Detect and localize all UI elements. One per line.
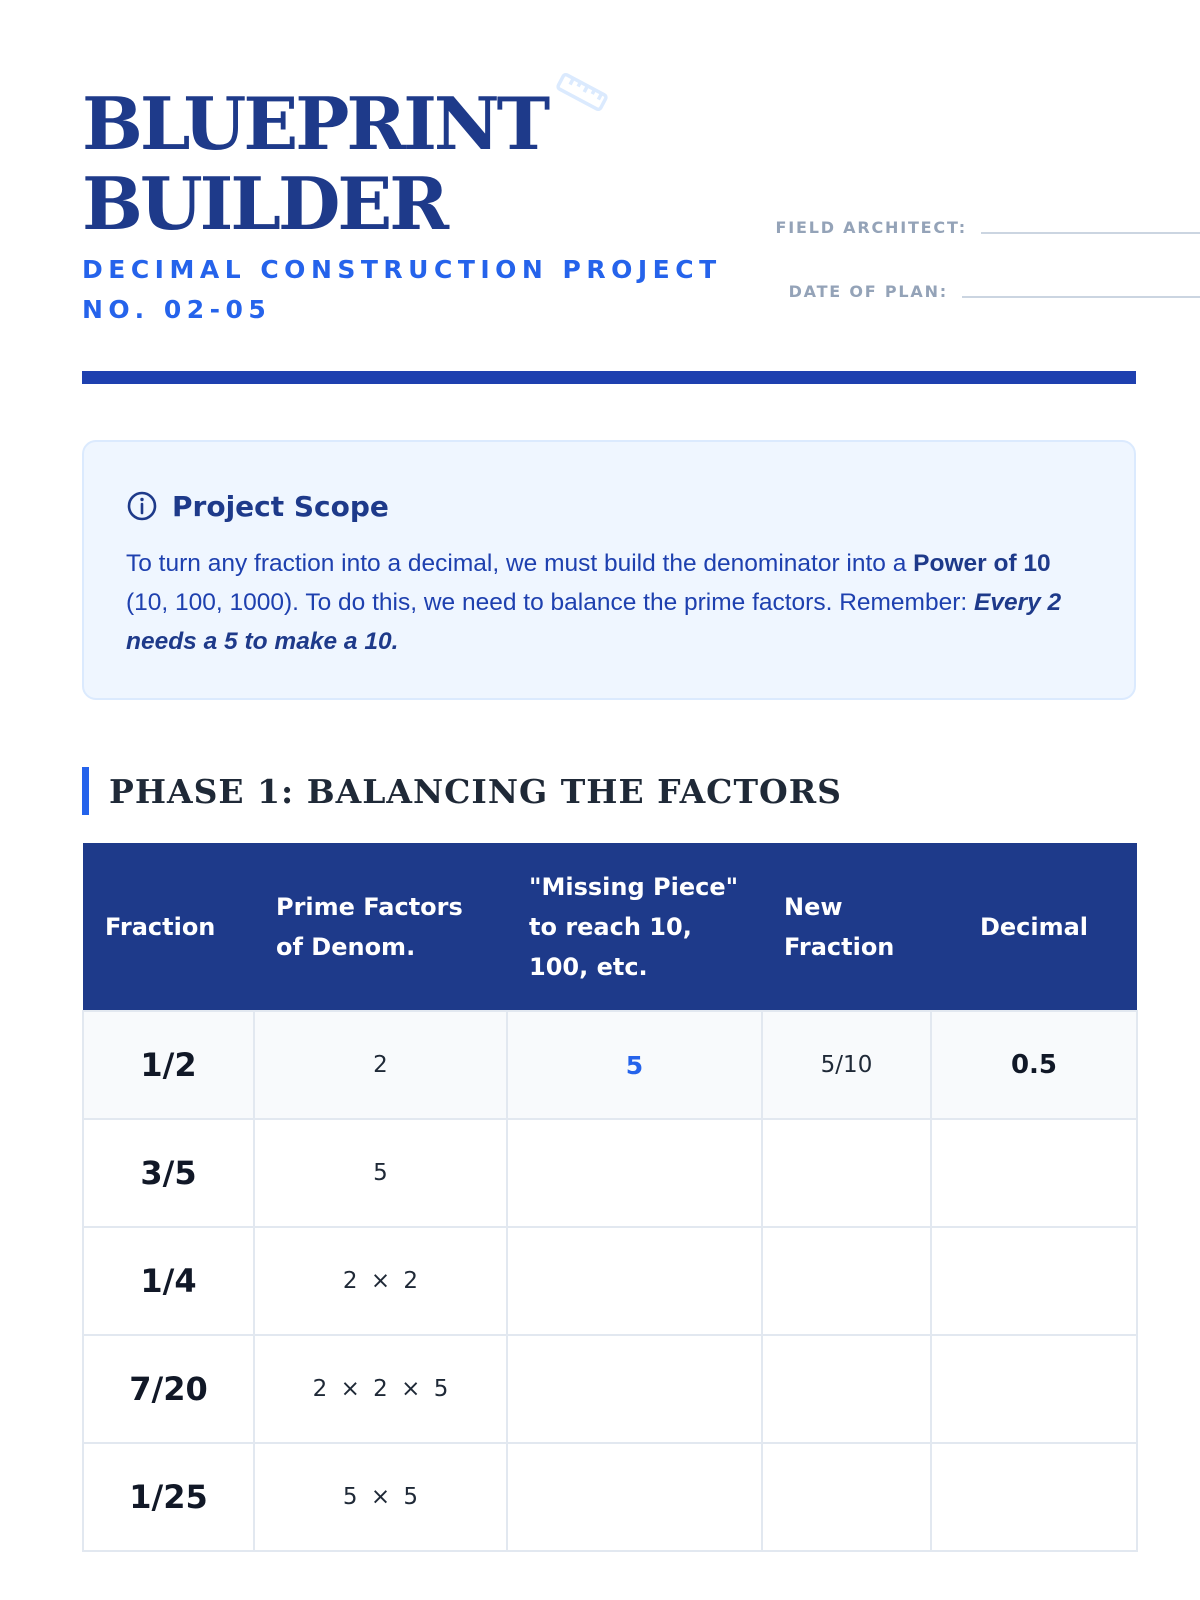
title-line-1: BLUEPRINT (82, 81, 548, 166)
factors-table (82, 843, 1138, 1552)
column-header-fraction: Fraction (83, 843, 254, 1011)
factors-table-wrapper (82, 843, 1136, 1552)
scope-text-part-1: To turn any fraction into a decimal, we must build the denominator into a (126, 550, 914, 577)
scope-text-bold: Power of 10 (913, 550, 1051, 577)
missing-piece-cell[interactable]: 5 (507, 1011, 762, 1119)
fraction-cell: 1/4 (83, 1227, 254, 1335)
new-fraction-cell[interactable] (762, 1335, 931, 1443)
new-fraction-cell[interactable]: 5/10 (762, 1011, 931, 1119)
missing-piece-cell[interactable] (507, 1335, 762, 1443)
decimal-cell[interactable] (931, 1119, 1137, 1227)
info-icon (126, 490, 158, 522)
decimal-cell[interactable]: 0.5 (931, 1011, 1137, 1119)
table-row (83, 1011, 1137, 1119)
architect-field (762, 215, 1200, 240)
scope-callout (82, 440, 1136, 700)
column-header-decimal: Decimal (931, 843, 1137, 1011)
table-row (83, 1119, 1137, 1227)
architect-blank-line[interactable] (981, 232, 1200, 234)
table-row (83, 1335, 1137, 1443)
project-subtitle: DECIMAL CONSTRUCTION PROJECT NO. 02-05 (82, 255, 722, 324)
column-header-missing-piece: "Missing Piece" to reach 10, 100, etc. (507, 843, 762, 1011)
date-blank-line[interactable] (962, 296, 1200, 298)
column-header-prime-factors: Prime Factors of Denom. (254, 843, 507, 1011)
table-row (83, 1443, 1137, 1551)
new-fraction-cell[interactable] (762, 1227, 931, 1335)
factors-cell: 5 × 5 (254, 1443, 507, 1551)
scope-header (126, 486, 1094, 526)
phase-title: PHASE 1: BALANCING THE FACTORS (109, 771, 843, 811)
factors-cell: 2 × 2 (254, 1227, 507, 1335)
new-fraction-cell[interactable] (762, 1443, 931, 1551)
scope-text (126, 544, 1094, 661)
factors-cell: 5 (254, 1119, 507, 1227)
fraction-cell: 7/20 (83, 1335, 254, 1443)
title-line-2: BUILDER (82, 161, 447, 246)
factors-cell: 2 (254, 1011, 507, 1119)
table-header-row (83, 843, 1137, 1011)
fraction-cell: 3/5 (83, 1119, 254, 1227)
fraction-cell: 1/25 (83, 1443, 254, 1551)
phase-heading (82, 767, 842, 815)
new-fraction-cell[interactable] (762, 1119, 931, 1227)
date-label: DATE OF PLAN: (788, 282, 948, 301)
missing-piece-cell[interactable] (507, 1119, 762, 1227)
missing-piece-cell[interactable] (507, 1227, 762, 1335)
ruler-icon (554, 72, 610, 112)
fraction-cell: 1/2 (83, 1011, 254, 1119)
missing-piece-cell[interactable] (507, 1443, 762, 1551)
date-field (762, 279, 1200, 304)
page-title (82, 81, 548, 246)
decimal-cell[interactable] (931, 1335, 1137, 1443)
factors-cell: 2 × 2 × 5 (254, 1335, 507, 1443)
decimal-cell[interactable] (931, 1443, 1137, 1551)
table-row (83, 1227, 1137, 1335)
worksheet-header (82, 0, 1118, 384)
header-divider (82, 371, 1136, 384)
scope-title: Project Scope (172, 489, 389, 523)
column-header-new-fraction: New Fraction (762, 843, 931, 1011)
architect-label: FIELD ARCHITECT: (775, 218, 967, 237)
scope-text-emphasis: Every 2 needs a 5 to make a 10. (126, 589, 1062, 655)
decimal-cell[interactable] (931, 1227, 1137, 1335)
phase-accent-bar (82, 767, 89, 815)
scope-text-part-2: (10, 100, 1000). To do this, we need to balance the prime factors. Remember: (126, 589, 974, 616)
